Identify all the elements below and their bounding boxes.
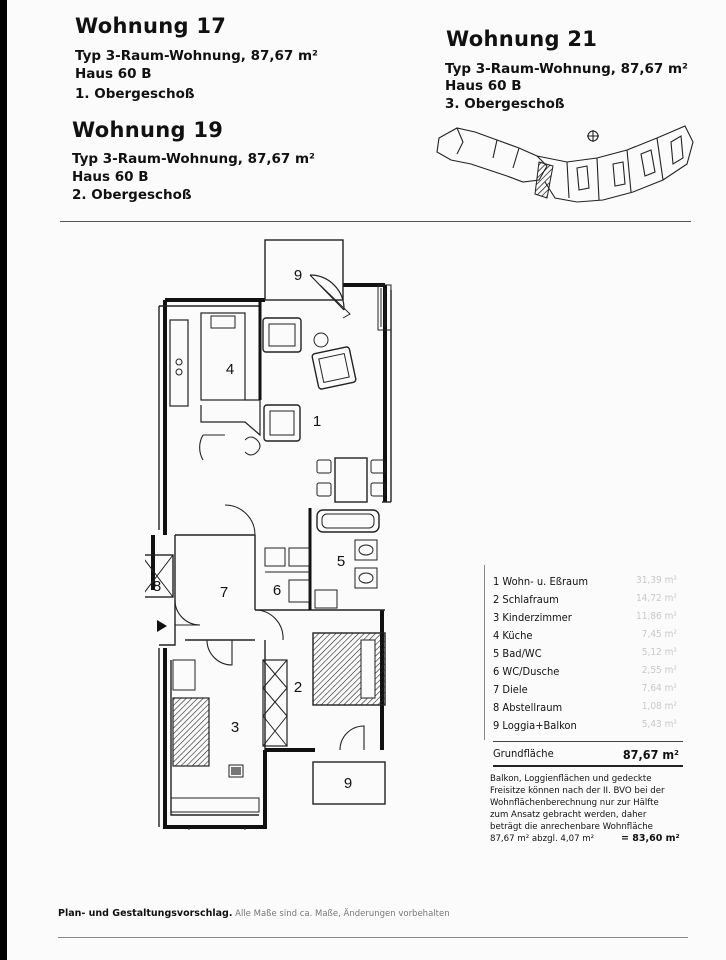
footer-divider bbox=[58, 937, 688, 938]
apartment-19-type: Typ 3-Raum-Wohnung, 87,67 m² bbox=[72, 151, 315, 167]
legend-row: 4 Küche 7,45 m² bbox=[493, 629, 677, 642]
room-label-8: 8 bbox=[152, 578, 162, 595]
legend-row: 5 Bad/WC 5,12 m² bbox=[493, 647, 677, 660]
note-line: beträgt die anrechenbare Wohnfläche bbox=[490, 822, 653, 832]
apartment-17-floor: 1. Obergeschoß bbox=[75, 86, 195, 102]
footer-note bbox=[58, 908, 450, 919]
room-label-1: 1 bbox=[312, 413, 322, 430]
legend-row: 6 WC/Dusche 2,55 m² bbox=[493, 665, 677, 678]
apartment-21-type: Typ 3-Raum-Wohnung, 87,67 m² bbox=[445, 61, 688, 77]
legend-row: 9 Loggia+Balkon 5,43 m² bbox=[493, 719, 677, 732]
floor-plan bbox=[145, 230, 407, 830]
footer-rest: Alle Maße sind ca. Maße, Änderungen vorbehalten bbox=[232, 909, 450, 919]
room-label-2: 2 bbox=[293, 679, 303, 696]
apartment-17-type: Typ 3-Raum-Wohnung, 87,67 m² bbox=[75, 48, 318, 64]
legend-row: 8 Abstellraum 1,08 m² bbox=[493, 701, 677, 714]
site-plan-sketch bbox=[427, 118, 697, 218]
legend-total-label: Grundfläche bbox=[493, 747, 554, 760]
apartment-17-title: Wohnung 17 bbox=[75, 14, 227, 38]
apartment-21-title: Wohnung 21 bbox=[446, 27, 598, 51]
apartment-19-house: Haus 60 B bbox=[72, 169, 149, 185]
apartment-17-house: Haus 60 B bbox=[75, 66, 152, 82]
legend-row: 2 Schlafraum 14,72 m² bbox=[493, 593, 677, 606]
room-label-6: 6 bbox=[272, 582, 282, 599]
room-label-5: 5 bbox=[336, 553, 346, 570]
footer-bold: Plan- und Gestaltungsvorschlag. bbox=[58, 908, 233, 919]
legend-total-row bbox=[493, 747, 683, 760]
room-label-9-bottom: 9 bbox=[343, 775, 353, 792]
note-line: Balkon, Loggienflächen und gedeckte bbox=[490, 774, 652, 784]
plan-sheet bbox=[7, 0, 726, 960]
note-line: Freisitze können nach der II. BVO bei der bbox=[490, 786, 665, 796]
room-label-9-top: 9 bbox=[293, 267, 303, 284]
room-label-3: 3 bbox=[230, 719, 240, 736]
note-line: 87,67 m² abzgl. 4,07 m² bbox=[490, 834, 595, 844]
note-result: = 83,60 m² bbox=[621, 833, 680, 844]
apartment-19-title: Wohnung 19 bbox=[72, 118, 224, 142]
apartment-21-house: Haus 60 B bbox=[445, 78, 522, 94]
room-label-7: 7 bbox=[219, 584, 229, 601]
legend-row: 1 Wohn- u. Eßraum 31,39 m² bbox=[493, 575, 677, 588]
apartment-21-floor: 3. Obergeschoß bbox=[445, 96, 565, 112]
note-line: zum Ansatz gebracht werden, daher bbox=[490, 810, 647, 820]
room-label-4: 4 bbox=[225, 361, 235, 378]
legend-row: 3 Kinderzimmer 11,86 m² bbox=[493, 611, 677, 624]
note-line: Wohnflächenberechnung nur zur Hälfte bbox=[490, 798, 659, 808]
header-divider bbox=[60, 221, 691, 222]
legend-row: 7 Diele 7,64 m² bbox=[493, 683, 677, 696]
legend-total-value: 87,67 m² bbox=[622, 747, 679, 762]
apartment-19-floor: 2. Obergeschoß bbox=[72, 187, 192, 203]
